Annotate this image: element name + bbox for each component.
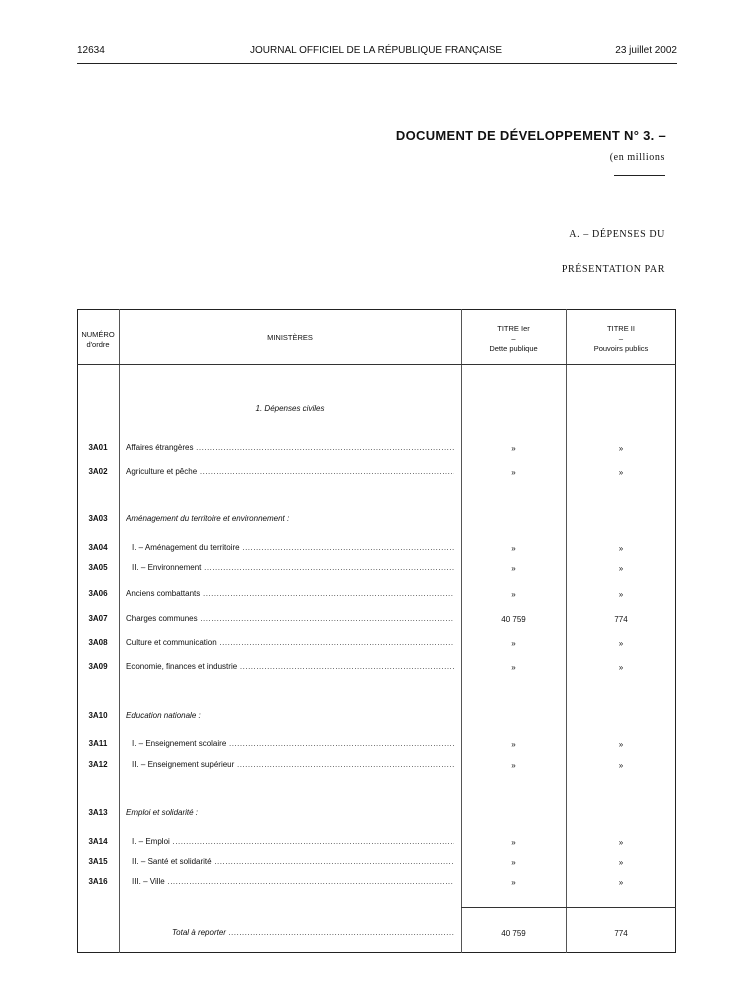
row-value-titre-1: 40 759: [501, 615, 526, 624]
row-code: 3A01: [88, 443, 108, 452]
row-value-titre-1: »: [511, 878, 516, 887]
row-code: 3A03: [88, 514, 108, 523]
row-value-titre-2: »: [618, 564, 624, 573]
row-label: I. – Enseignement scolaire .....: [132, 739, 454, 748]
total-value-titre-2: 774: [614, 929, 628, 938]
row-code: 3A15: [88, 857, 108, 866]
header-titre-1: TITRE Ier – Dette publique: [489, 324, 538, 353]
row-value-titre-2: »: [618, 639, 624, 648]
column-divider: [461, 309, 462, 953]
row-code: 3A02: [88, 467, 108, 476]
row-value-titre-2: »: [618, 663, 624, 672]
row-value-titre-2: »: [618, 858, 624, 867]
row-value-titre-1: »: [511, 468, 516, 477]
row-label: Education nationale :: [126, 711, 201, 720]
page-number: 12634: [77, 45, 105, 56]
column-divider: [566, 309, 567, 953]
row-label: Aménagement du territoire et environnement :: [126, 514, 290, 523]
row-label: Culture et communication .....: [126, 638, 454, 647]
row-value-titre-1: »: [511, 564, 516, 573]
row-value-titre-2: »: [618, 544, 624, 553]
row-code: 3A09: [88, 662, 108, 671]
title-rule: [614, 175, 665, 176]
row-label: Affaires étrangères .....: [126, 443, 454, 452]
row-value-titre-2: »: [618, 878, 624, 887]
row-code: 3A11: [88, 739, 108, 748]
journal-title: JOURNAL OFFICIEL DE LA RÉPUBLIQUE FRANÇAISE: [250, 45, 503, 56]
row-label: Agriculture et pêche .....: [126, 467, 454, 476]
publication-date: 23 juillet 2002: [615, 45, 677, 56]
row-value-titre-1: »: [511, 444, 516, 453]
row-label: II. – Environnement .....: [132, 563, 454, 572]
row-code: 3A05: [88, 563, 108, 572]
total-rule: [461, 907, 676, 908]
row-label: I. – Emploi .....: [132, 837, 454, 846]
row-label: Anciens combattants .....: [126, 589, 454, 598]
row-value-titre-2: »: [618, 740, 624, 749]
row-label: Emploi et solidarité :: [126, 808, 199, 817]
row-value-titre-1: »: [511, 761, 516, 770]
header-ministeres: MINISTÈRES: [267, 333, 313, 342]
header-rule: [77, 63, 677, 64]
row-code: 3A07: [88, 614, 108, 623]
unit-note: (en millions: [609, 152, 665, 163]
row-code: 3A10: [88, 711, 108, 720]
header-row-rule: [77, 364, 676, 365]
total-label: Total à reporter .....: [172, 928, 454, 937]
row-code: 3A08: [88, 638, 108, 647]
row-value-titre-1: »: [511, 838, 516, 847]
row-value-titre-2: »: [618, 761, 624, 770]
row-label: II. – Enseignement supérieur .....: [132, 760, 454, 769]
row-value-titre-1: »: [511, 663, 516, 672]
row-label: III. – Ville .....: [132, 877, 454, 886]
row-value-titre-2: »: [618, 838, 624, 847]
row-code: 3A04: [88, 543, 108, 552]
row-value-titre-2: »: [618, 590, 624, 599]
row-value-titre-1: »: [511, 590, 516, 599]
section-title: A. – DÉPENSES DU: [569, 229, 665, 240]
row-label: II. – Santé et solidarité .....: [132, 857, 454, 866]
row-label: Economie, finances et industrie .....: [126, 662, 454, 671]
row-label: I. – Aménagement du territoire .....: [132, 543, 454, 552]
row-code: 3A12: [88, 760, 108, 769]
row-label: Charges communes .....: [126, 614, 454, 623]
presentation-title: PRÉSENTATION PAR: [561, 264, 665, 275]
row-code: 3A16: [88, 877, 108, 886]
row-value-titre-1: »: [511, 740, 516, 749]
row-value-titre-2: 774: [614, 615, 628, 624]
row-value-titre-1: »: [511, 639, 516, 648]
section-heading: 1. Dépenses civiles: [255, 404, 325, 413]
row-code: 3A13: [88, 808, 108, 817]
row-value-titre-2: »: [618, 444, 624, 453]
row-code: 3A06: [88, 589, 108, 598]
row-value-titre-1: »: [511, 858, 516, 867]
header-titre-2: TITRE II – Pouvoirs publics: [593, 324, 649, 353]
row-code: 3A14: [88, 837, 108, 846]
row-value-titre-2: »: [618, 468, 624, 477]
document-title: DOCUMENT DE DÉVELOPPEMENT N° 3. –: [395, 128, 666, 143]
header-numero: NUMÉRO d'ordre: [81, 330, 115, 349]
row-value-titre-1: »: [511, 544, 516, 553]
total-value-titre-1: 40 759: [501, 929, 526, 938]
